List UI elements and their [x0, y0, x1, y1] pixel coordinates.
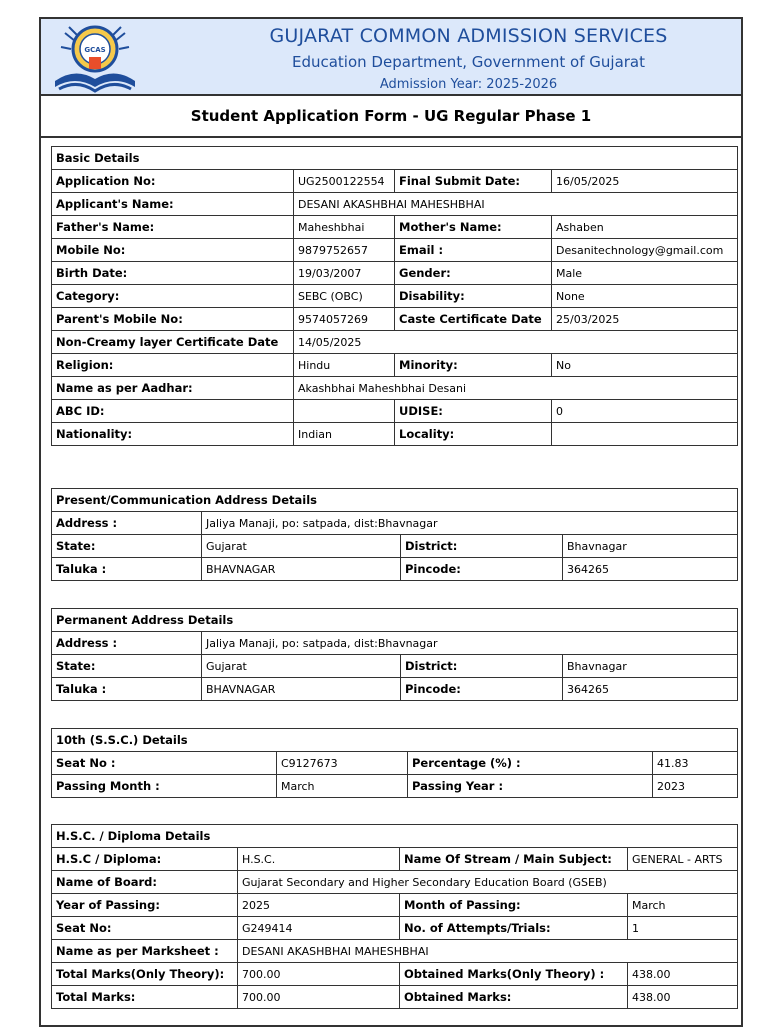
field-label: Gender: — [395, 262, 552, 285]
field-label: State: — [52, 655, 202, 678]
table-row — [52, 963, 738, 986]
field-label: Locality: — [395, 423, 552, 446]
table-row — [52, 894, 738, 917]
mobile-value: 9879752657 — [294, 239, 395, 262]
section-heading: Permanent Address Details — [52, 609, 738, 632]
field-label: Obtained Marks: — [400, 986, 628, 1009]
form-title: Student Application Form - UG Regular Phase 1 — [41, 96, 741, 138]
hsc-year-value: 2025 — [238, 894, 400, 917]
field-label: Obtained Marks(Only Theory) : — [400, 963, 628, 986]
email-value: Desanitechnology@gmail.com — [552, 239, 738, 262]
locality-value — [552, 423, 738, 446]
hsc-month-value: March — [628, 894, 738, 917]
field-label: Name as per Aadhar: — [52, 377, 294, 400]
ssc-year-value: 2023 — [653, 775, 738, 798]
field-label: Total Marks(Only Theory): — [52, 963, 238, 986]
permanent-address-table — [51, 608, 738, 701]
field-label: Name Of Stream / Main Subject: — [400, 848, 628, 871]
present-state-value: Gujarat — [202, 535, 401, 558]
religion-value: Hindu — [294, 354, 395, 377]
table-row — [52, 775, 738, 798]
permanent-pincode-value: 364265 — [563, 678, 738, 701]
field-label: Minority: — [395, 354, 552, 377]
table-row — [52, 308, 738, 331]
table-row — [52, 535, 738, 558]
table-row — [52, 193, 738, 216]
table-row — [52, 558, 738, 581]
table-row — [52, 678, 738, 701]
present-pincode-value: 364265 — [563, 558, 738, 581]
permanent-state-value: Gujarat — [202, 655, 401, 678]
table-row — [52, 848, 738, 871]
field-label: Name of Board: — [52, 871, 238, 894]
field-label: Religion: — [52, 354, 294, 377]
final-submit-date-value: 16/05/2025 — [552, 170, 738, 193]
minority-value: No — [552, 354, 738, 377]
admission-year: Admission Year: 2025-2026 — [379, 77, 558, 92]
field-label: Father's Name: — [52, 216, 294, 239]
field-label: Mother's Name: — [395, 216, 552, 239]
field-label: District: — [401, 535, 563, 558]
field-label: Applicant's Name: — [52, 193, 294, 216]
field-label: District: — [401, 655, 563, 678]
field-label: Total Marks: — [52, 986, 238, 1009]
present-address-table — [51, 488, 738, 581]
hsc-seat-value: G249414 — [238, 917, 400, 940]
present-district-value: Bhavnagar — [563, 535, 738, 558]
permanent-taluka-value: BHAVNAGAR — [202, 678, 401, 701]
table-row — [52, 871, 738, 894]
application-form — [39, 17, 743, 1027]
present-address-value: Jaliya Manaji, po: satpada, dist:Bhavnagar — [202, 512, 738, 535]
field-label: Address : — [52, 632, 202, 655]
section-heading: 10th (S.S.C.) Details — [52, 729, 738, 752]
field-label: Category: — [52, 285, 294, 308]
section-heading: Basic Details — [52, 147, 738, 170]
header-title: GUJARAT COMMON ADMISSION SERVICES — [269, 25, 668, 47]
table-row — [52, 752, 738, 775]
field-label: Email : — [395, 239, 552, 262]
hsc-details-table — [51, 824, 738, 1009]
field-label: Application No: — [52, 170, 294, 193]
field-label: Seat No : — [52, 752, 277, 775]
field-label: ABC ID: — [52, 400, 294, 423]
hsc-stream-value: GENERAL - ARTS — [628, 848, 738, 871]
table-row — [52, 632, 738, 655]
field-label: Taluka : — [52, 558, 202, 581]
logo-text: GCAS — [84, 46, 106, 54]
field-label: Caste Certificate Date — [395, 308, 552, 331]
table-row — [52, 655, 738, 678]
hsc-obtained-theory-value: 438.00 — [628, 963, 738, 986]
hsc-obtained-value: 438.00 — [628, 986, 738, 1009]
field-label: Percentage (%) : — [408, 752, 653, 775]
table-row — [52, 331, 738, 354]
nationality-value: Indian — [294, 423, 395, 446]
header-banner — [41, 19, 741, 96]
udise-value: 0 — [552, 400, 738, 423]
section-heading: Present/Communication Address Details — [52, 489, 738, 512]
present-taluka-value: BHAVNAGAR — [202, 558, 401, 581]
field-label: Nationality: — [52, 423, 294, 446]
table-row — [52, 512, 738, 535]
field-label: UDISE: — [395, 400, 552, 423]
permanent-district-value: Bhavnagar — [563, 655, 738, 678]
hsc-marksheet-name-value: DESANI AKASHBHAI MAHESHBHAI — [238, 940, 738, 963]
table-row — [52, 170, 738, 193]
field-label: Passing Month : — [52, 775, 277, 798]
father-name-value: Maheshbhai — [294, 216, 395, 239]
disability-value: None — [552, 285, 738, 308]
hsc-type-value: H.S.C. — [238, 848, 400, 871]
mother-name-value: Ashaben — [552, 216, 738, 239]
section-heading: H.S.C. / Diploma Details — [52, 825, 738, 848]
table-row — [52, 986, 738, 1009]
field-label: Name as per Marksheet : — [52, 940, 238, 963]
field-label: Birth Date: — [52, 262, 294, 285]
application-no-value: UG2500122554 — [294, 170, 395, 193]
field-label: Pincode: — [401, 558, 563, 581]
table-row — [52, 354, 738, 377]
caste-certificate-date-value: 25/03/2025 — [552, 308, 738, 331]
hsc-attempts-value: 1 — [628, 917, 738, 940]
table-row — [52, 216, 738, 239]
field-label: Passing Year : — [408, 775, 653, 798]
gcas-logo-icon — [51, 21, 139, 93]
basic-details-table — [51, 146, 738, 446]
field-label: Year of Passing: — [52, 894, 238, 917]
field-label: Pincode: — [401, 678, 563, 701]
table-row — [52, 262, 738, 285]
hsc-total-value: 700.00 — [238, 986, 400, 1009]
birth-date-value: 19/03/2007 — [294, 262, 395, 285]
field-label: No. of Attempts/Trials: — [400, 917, 628, 940]
gender-value: Male — [552, 262, 738, 285]
field-label: Seat No: — [52, 917, 238, 940]
field-label: Final Submit Date: — [395, 170, 552, 193]
ssc-percentage-value: 41.83 — [653, 752, 738, 775]
table-row — [52, 940, 738, 963]
field-label: Disability: — [395, 285, 552, 308]
table-row — [52, 239, 738, 262]
permanent-address-value: Jaliya Manaji, po: satpada, dist:Bhavnagar — [202, 632, 738, 655]
aadhar-name-value: Akashbhai Maheshbhai Desani — [294, 377, 738, 400]
field-label: Address : — [52, 512, 202, 535]
ssc-month-value: March — [277, 775, 408, 798]
header-subtitle: Education Department, Government of Gujarat — [291, 53, 646, 71]
hsc-board-value: Gujarat Secondary and Higher Secondary Education Board (GSEB) — [238, 871, 738, 894]
table-row — [52, 285, 738, 308]
field-label: Parent's Mobile No: — [52, 308, 294, 331]
parent-mobile-value: 9574057269 — [294, 308, 395, 331]
ssc-details-table — [51, 728, 738, 798]
field-label: Non-Creamy layer Certificate Date — [52, 331, 294, 354]
table-row — [52, 377, 738, 400]
field-label: Mobile No: — [52, 239, 294, 262]
field-label: State: — [52, 535, 202, 558]
applicant-name-value: DESANI AKASHBHAI MAHESHBHAI — [294, 193, 738, 216]
ssc-seat-value: C9127673 — [277, 752, 408, 775]
table-row — [52, 423, 738, 446]
table-row — [52, 917, 738, 940]
field-label: Taluka : — [52, 678, 202, 701]
field-label: H.S.C / Diploma: — [52, 848, 238, 871]
hsc-total-theory-value: 700.00 — [238, 963, 400, 986]
abc-id-value — [294, 400, 395, 423]
table-row — [52, 400, 738, 423]
category-value: SEBC (OBC) — [294, 285, 395, 308]
field-label: Month of Passing: — [400, 894, 628, 917]
ncl-date-value: 14/05/2025 — [294, 331, 738, 354]
